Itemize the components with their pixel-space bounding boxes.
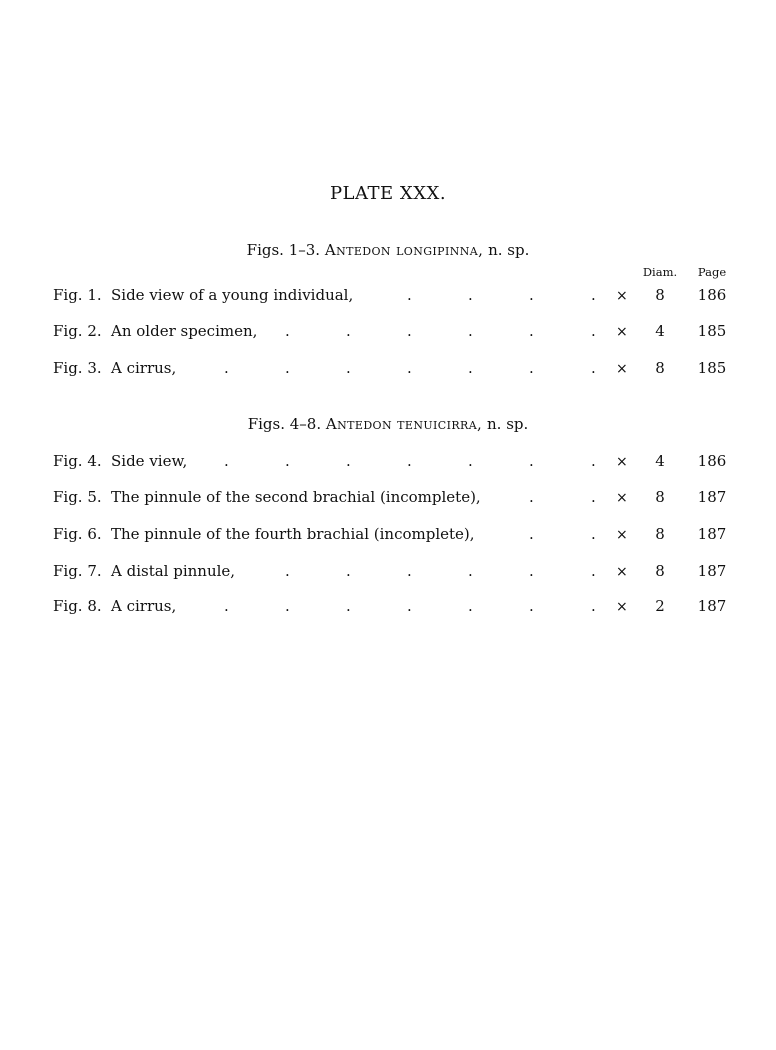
leader-dot: . (285, 322, 290, 340)
leader-dot: . (407, 562, 412, 580)
leader-dot: . (591, 562, 596, 580)
page-number: 185 (697, 322, 727, 340)
column-header-diam: Diam. (642, 265, 678, 279)
leader-dot: . (591, 597, 596, 615)
table-row (0, 597, 776, 619)
plate-title: PLATE XXX. (329, 183, 447, 204)
section-heading-2 (0, 415, 776, 433)
leader-dot: . (529, 286, 534, 304)
diameter-value: 2 (655, 597, 665, 615)
leader-dot: . (468, 359, 473, 377)
table-row (0, 322, 776, 344)
leader-dot: . (529, 488, 534, 506)
table-row (0, 525, 776, 547)
magnification-sign: × (616, 324, 628, 340)
magnification-sign: × (616, 288, 628, 304)
table-row (0, 488, 776, 510)
figure-number: Fig. 2. (53, 322, 102, 340)
leader-dot: . (407, 452, 412, 470)
leader-dot: . (591, 452, 596, 470)
figure-number: Fig. 3. (53, 359, 102, 377)
magnification-sign: × (616, 599, 628, 615)
leader-dot: . (407, 597, 412, 615)
leader-dot: . (346, 322, 351, 340)
page-number: 186 (697, 286, 727, 304)
table-row (0, 452, 776, 474)
figure-number: Fig. 6. (53, 525, 102, 543)
leader-dot: . (529, 597, 534, 615)
diameter-value: 8 (655, 488, 665, 506)
table-row (0, 359, 776, 381)
leader-dot: . (285, 597, 290, 615)
section-heading-genus: Antedon tenuicirra, (325, 415, 483, 433)
leader-dot: . (529, 562, 534, 580)
figure-number: Fig. 8. (53, 597, 102, 615)
table-row (0, 562, 776, 584)
page-number: 187 (697, 488, 727, 506)
diameter-value: 8 (655, 525, 665, 543)
leader-dot: . (346, 597, 351, 615)
leader-dot: . (468, 597, 473, 615)
leader-dot: . (224, 452, 229, 470)
figure-description: A distal pinnule, (111, 562, 236, 580)
leader-dot: . (346, 562, 351, 580)
figure-number: Fig. 4. (53, 452, 102, 470)
section-heading-genus: Antedon longipinna, (324, 241, 484, 259)
leader-dot: . (346, 359, 351, 377)
section-heading-prefix: Figs. 4–8. (247, 415, 322, 433)
leader-dot: . (591, 322, 596, 340)
figure-description: Side view of a young individual, (111, 286, 354, 304)
diameter-value: 4 (655, 322, 665, 340)
leader-dot: . (468, 562, 473, 580)
leader-dot: . (224, 597, 229, 615)
figure-description: Side view, (111, 452, 188, 470)
section-heading-suffix: n. sp. (488, 241, 530, 259)
figure-description: A cirrus, (111, 597, 177, 615)
leader-dot: . (468, 452, 473, 470)
leader-dot: . (346, 452, 351, 470)
figure-number: Fig. 5. (53, 488, 102, 506)
figure-number: Fig. 7. (53, 562, 102, 580)
leader-dot: . (529, 525, 534, 543)
leader-dot: . (468, 286, 473, 304)
leader-dot: . (529, 452, 534, 470)
diameter-value: 4 (655, 452, 665, 470)
page-number: 186 (697, 452, 727, 470)
leader-dot: . (285, 359, 290, 377)
section-heading-prefix: Figs. 1–3. (246, 241, 321, 259)
column-header-page: Page (697, 265, 727, 279)
section-heading-1 (0, 241, 776, 259)
page-number: 187 (697, 597, 727, 615)
leader-dot: . (285, 562, 290, 580)
table-row (0, 286, 776, 308)
magnification-sign: × (616, 490, 628, 506)
figure-description: The pinnule of the fourth brachial (incomplete), (111, 525, 475, 543)
leader-dot: . (224, 359, 229, 377)
figure-description: The pinnule of the second brachial (incomplete), (111, 488, 481, 506)
magnification-sign: × (616, 564, 628, 580)
leader-dot: . (468, 322, 473, 340)
magnification-sign: × (616, 527, 628, 543)
leader-dot: . (591, 359, 596, 377)
leader-dot: . (591, 525, 596, 543)
leader-dot: . (529, 322, 534, 340)
figure-description: An older specimen, (111, 322, 258, 340)
page-number: 187 (697, 562, 727, 580)
leader-dot: . (591, 488, 596, 506)
leader-dot: . (407, 359, 412, 377)
diameter-value: 8 (655, 359, 665, 377)
diameter-value: 8 (655, 562, 665, 580)
leader-dot: . (285, 452, 290, 470)
page-number: 185 (697, 359, 727, 377)
leader-dot: . (591, 286, 596, 304)
magnification-sign: × (616, 454, 628, 470)
figure-number: Fig. 1. (53, 286, 102, 304)
leader-dot: . (407, 286, 412, 304)
section-heading-suffix: n. sp. (487, 415, 529, 433)
leader-dot: . (407, 322, 412, 340)
figure-description: A cirrus, (111, 359, 177, 377)
diameter-value: 8 (655, 286, 665, 304)
magnification-sign: × (616, 361, 628, 377)
leader-dot: . (529, 359, 534, 377)
page-number: 187 (697, 525, 727, 543)
